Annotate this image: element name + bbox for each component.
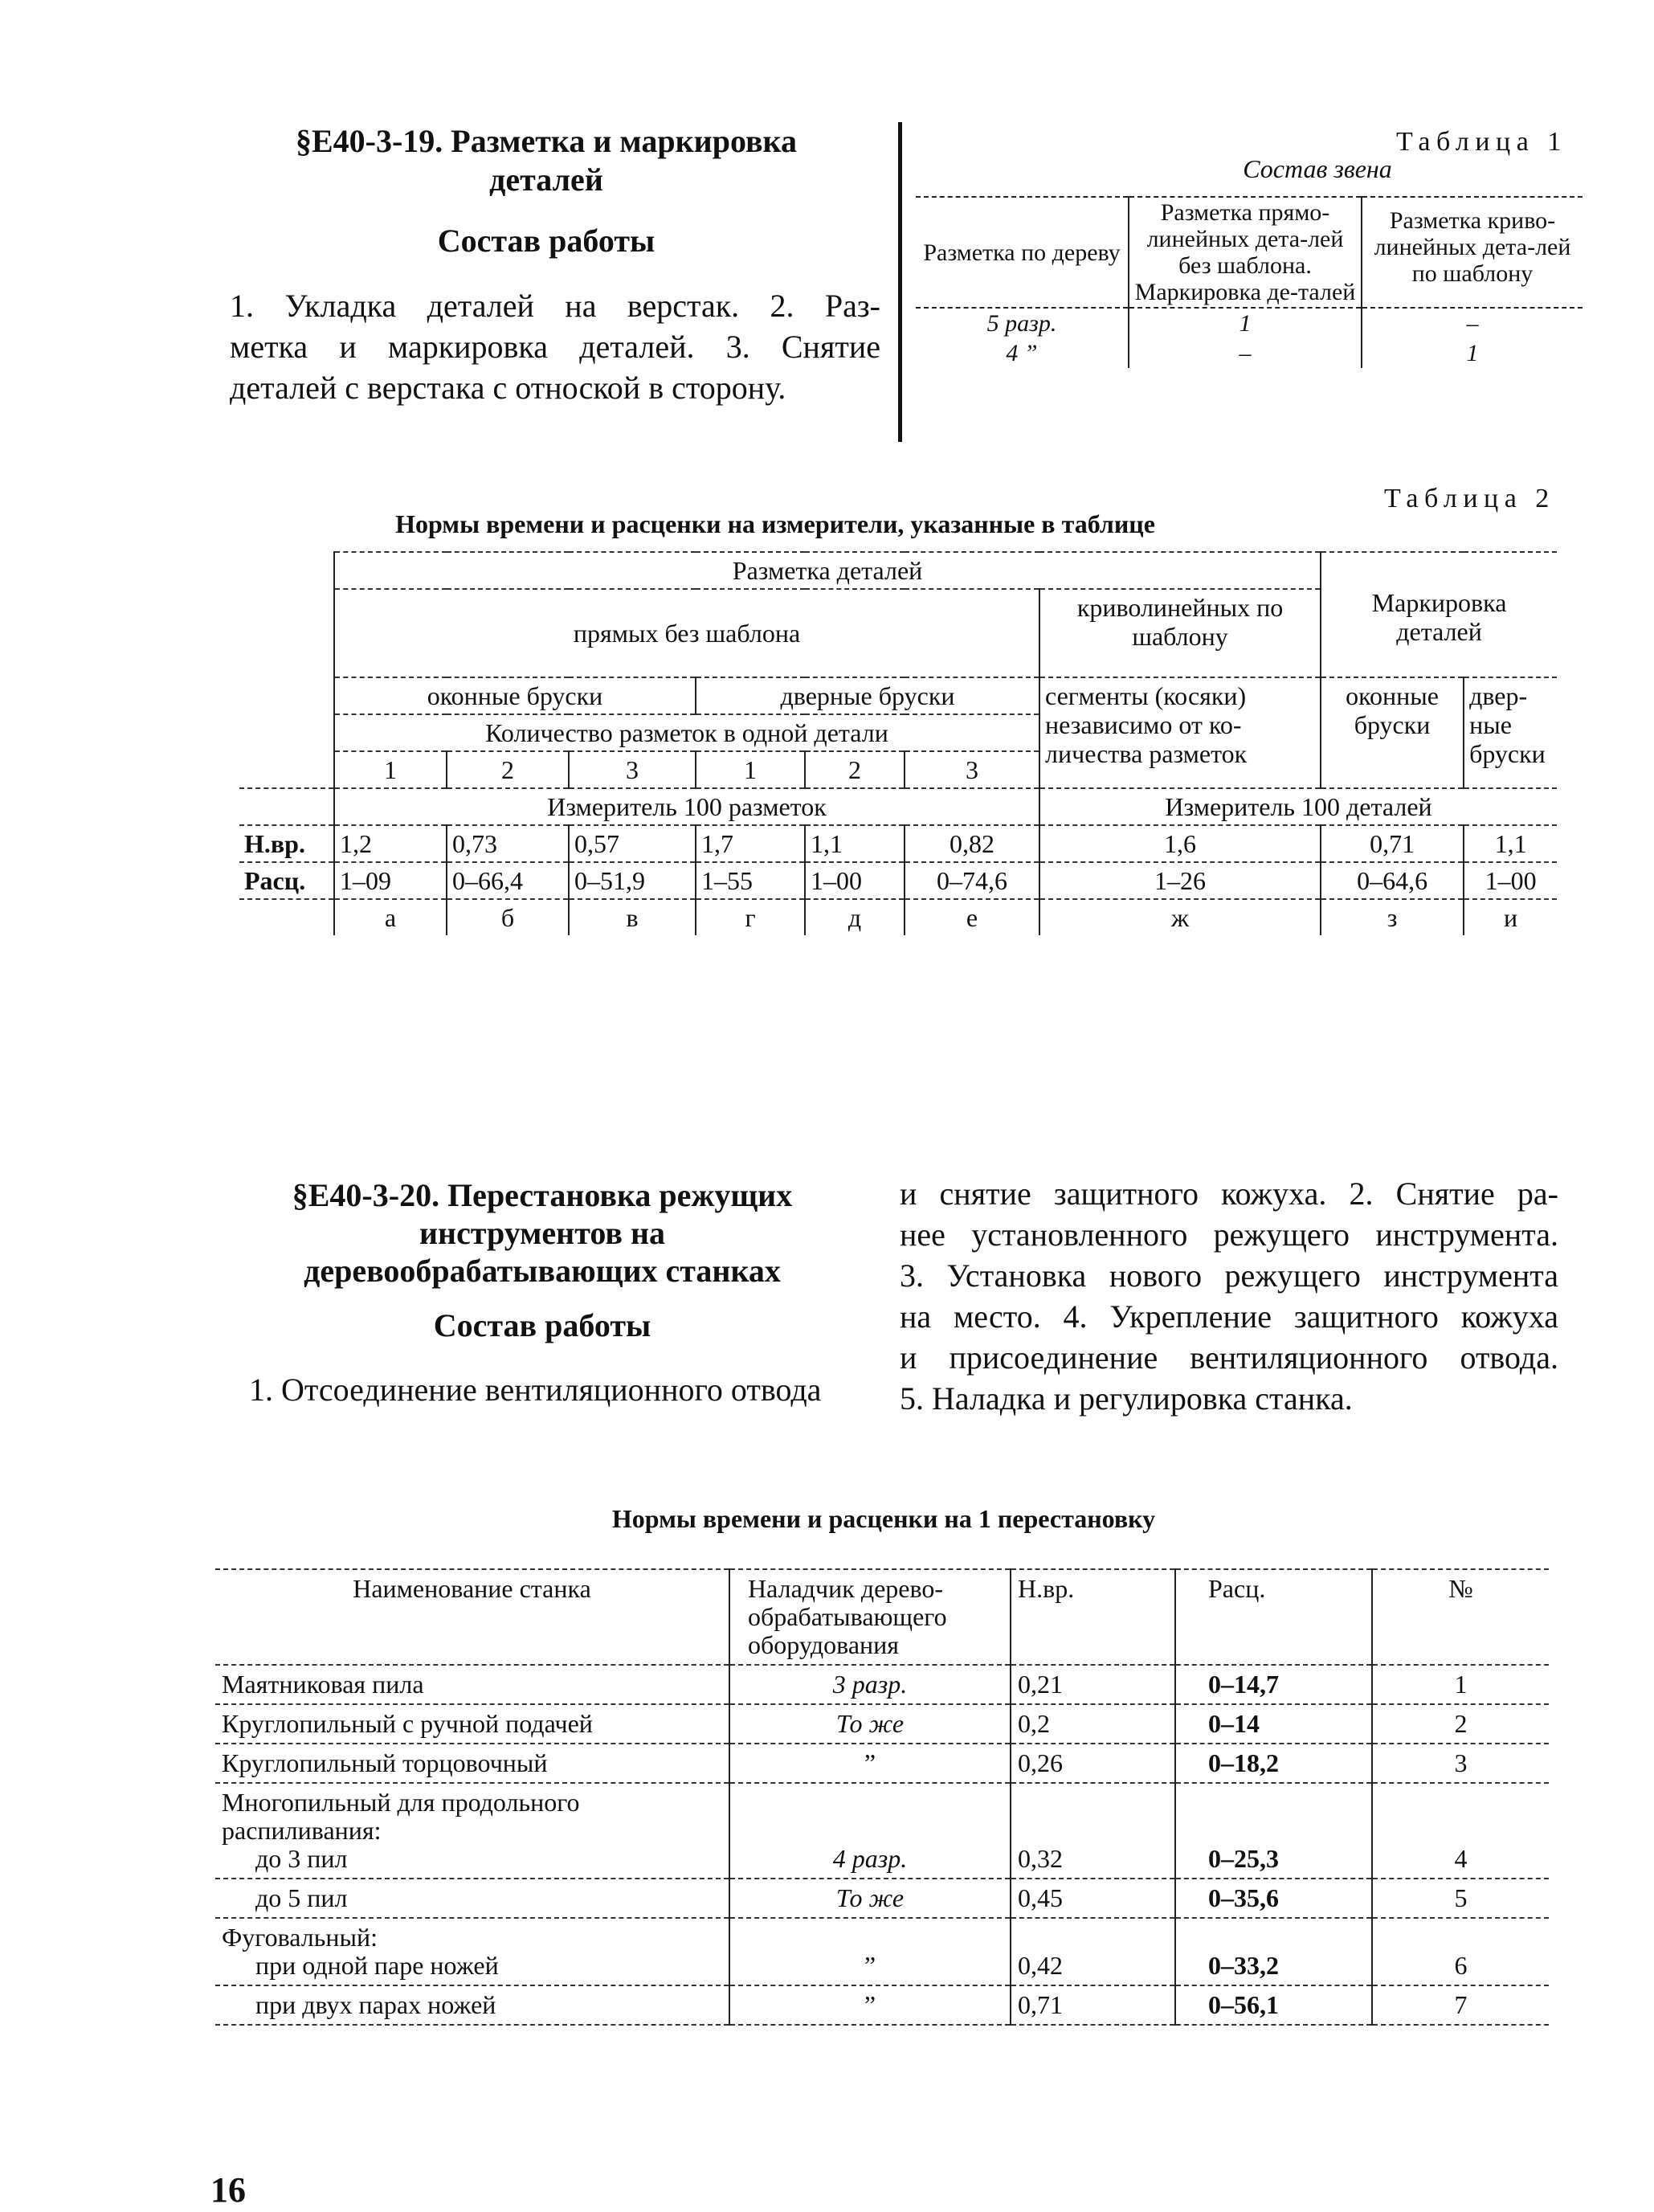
table2-header-count: Количество разметок в одной детали xyxy=(334,714,1039,751)
table3-rasc: 0–56,1 xyxy=(1175,1985,1372,2025)
section1-title-line2: деталей xyxy=(489,162,603,198)
table3-header: Н.вр. xyxy=(1011,1569,1175,1665)
table2-value: 0,71 xyxy=(1321,825,1464,862)
table2-count: 2 xyxy=(805,751,905,788)
table3-nvr: 0,71 xyxy=(1011,1985,1175,2025)
table3-num: 5 xyxy=(1372,1879,1549,1918)
table3-nvr: 0,32 xyxy=(1011,1783,1175,1879)
table2-header-curved: криволинейных по шаблону xyxy=(1039,589,1321,677)
section2-title-line3: деревообрабатывающих станках xyxy=(304,1253,781,1289)
table2-letter: д xyxy=(805,899,905,935)
section2-title-line1: §Е40-3-20. Перестановка режущих xyxy=(292,1177,793,1213)
table3-nvr: 0,2 xyxy=(1011,1704,1175,1744)
table3-worker: ” xyxy=(729,1918,1011,1985)
table2-letter: ж xyxy=(1039,899,1321,935)
table2-meter-markings: Измеритель 100 разметок xyxy=(334,788,1039,825)
table2-header-labeling-window: оконные бруски xyxy=(1321,677,1464,788)
table3-num: 3 xyxy=(1372,1744,1549,1783)
table3-row xyxy=(215,1665,1549,1704)
table3-header: № xyxy=(1372,1569,1549,1665)
table1-header: Разметка криво-линейных дета-лей по шаблону xyxy=(1362,197,1583,308)
table2-caption: Нормы времени и расценки на измерители, указанные в таблице xyxy=(395,509,1155,538)
table3-nvr: 0,26 xyxy=(1011,1744,1175,1783)
section2-composition-heading: Состав работы xyxy=(433,1307,651,1343)
table3-name: Круглопильный с ручной подачей xyxy=(215,1704,729,1744)
table2-value: 1–00 xyxy=(1464,862,1557,899)
table2-value: 1–55 xyxy=(696,862,805,899)
table1-row xyxy=(916,308,1583,338)
table1-caption: Состав звена xyxy=(1243,154,1392,183)
table3-num: 7 xyxy=(1372,1985,1549,2025)
table3-row xyxy=(215,1704,1549,1744)
table3-rasc: 0–14,7 xyxy=(1175,1665,1372,1704)
table3-row xyxy=(215,1918,1549,1985)
table2-value: 0–51,9 xyxy=(569,862,696,899)
section2-body-line: и снятие защитного кожуха. 2. Снятие ра- xyxy=(900,1176,1558,1212)
table2-value: 1,7 xyxy=(696,825,805,862)
table1-cell: – xyxy=(1129,338,1362,368)
table2-letter: в xyxy=(569,899,696,935)
table3-num: 4 xyxy=(1372,1783,1549,1879)
table3-subname: при одной паре ножей xyxy=(255,1951,499,1980)
table3-rasc: 0–25,3 xyxy=(1175,1783,1372,1879)
table1-row xyxy=(916,338,1583,368)
table2-row-label: Н.вр. xyxy=(239,825,334,862)
table2 xyxy=(239,551,1557,935)
table2-header-segments: сегменты (косяки) независимо от ко-личества разметок xyxy=(1039,677,1321,788)
table3-name: Круглопильный торцовочный xyxy=(215,1744,729,1783)
table1-cell: 5 разр. xyxy=(986,310,1057,337)
table3-name: Маятниковая пила xyxy=(215,1665,729,1704)
table2-value: 0–74,6 xyxy=(905,862,1039,899)
table2-value: 1,1 xyxy=(1464,825,1557,862)
table3-worker: То же xyxy=(729,1879,1011,1918)
table2-value: 1–00 xyxy=(805,862,905,899)
table2-header-window: оконные бруски xyxy=(334,677,696,714)
table2-header-labeling-door: двер-ные бруски xyxy=(1464,677,1557,788)
table2-value: 0,73 xyxy=(447,825,569,862)
table3-header: Наладчик дерево-обрабатывающего оборудования xyxy=(729,1569,1011,1665)
section2-body-line: и присоединение вентиляционного отвода. xyxy=(900,1339,1558,1376)
section1-body-line: метка и маркировка деталей. 3. Снятие xyxy=(230,329,880,365)
table3-num: 6 xyxy=(1372,1918,1549,1985)
table3-nvr: 0,42 xyxy=(1011,1918,1175,1985)
table2-letter: б xyxy=(447,899,569,935)
table2-row-nvr xyxy=(239,825,1557,862)
table2-header-door: дверные бруски xyxy=(696,677,1039,714)
table3-worker: То же xyxy=(729,1704,1011,1744)
table2-value: 1,2 xyxy=(334,825,447,862)
table2-letter: з xyxy=(1321,899,1464,935)
table2-label: Таблица 2 xyxy=(1384,484,1555,513)
table2-letter: г xyxy=(696,899,805,935)
column-divider xyxy=(898,122,902,442)
table1-header: Разметка прямо-линейных дета-лей без шаблона. Маркировка де-талей xyxy=(1129,197,1362,308)
table3-worker: ” xyxy=(729,1744,1011,1783)
table1-cell: 4 ” xyxy=(1006,340,1038,366)
table2-value: 0–64,6 xyxy=(1321,862,1464,899)
table2-letter: а xyxy=(334,899,447,935)
section2-title-line2: инструментов на xyxy=(419,1215,665,1251)
table3-header: Наименование станка xyxy=(215,1569,729,1665)
table3-num: 1 xyxy=(1372,1665,1549,1704)
table3 xyxy=(215,1568,1549,2026)
section1-body-line: деталей с верстака с отноской в сторону. xyxy=(230,370,786,406)
table1-cell: 1 xyxy=(1362,338,1583,368)
table2-value: 0,82 xyxy=(905,825,1039,862)
section2-body-line: 3. Установка нового режущего инструмента xyxy=(900,1257,1558,1294)
table1-cell: – xyxy=(1362,308,1583,338)
table2-header-marking: Разметка деталей xyxy=(334,552,1321,589)
table3-subname: до 3 пил xyxy=(255,1844,348,1873)
section1-title xyxy=(257,122,835,199)
table3-worker: 3 разр. xyxy=(729,1665,1011,1704)
table2-count: 3 xyxy=(905,751,1039,788)
section2-title xyxy=(241,1176,843,1290)
table3-nvr: 0,45 xyxy=(1011,1879,1175,1918)
table2-header-labeling: Маркировка деталей xyxy=(1321,552,1557,677)
table3-header: Расц. xyxy=(1175,1569,1372,1665)
section2-body xyxy=(900,1173,1558,1419)
table2-value: 0,57 xyxy=(569,825,696,862)
table3-nvr: 0,21 xyxy=(1011,1665,1175,1704)
table2-header-straight: прямых без шаблона xyxy=(334,589,1039,677)
table2-value: 1–26 xyxy=(1039,862,1321,899)
table2-value: 1,1 xyxy=(805,825,905,862)
table3-num: 2 xyxy=(1372,1704,1549,1744)
table3-name: до 5 пил xyxy=(215,1879,729,1918)
table3-name: при двух парах ножей xyxy=(215,1985,729,2025)
page-number: 16 xyxy=(210,2170,246,2210)
table3-name: Многопильный для продольного распиливания: xyxy=(222,1788,580,1845)
table3-rasc: 0–35,6 xyxy=(1175,1879,1372,1918)
table1 xyxy=(916,196,1583,368)
table2-row-label: Расц. xyxy=(239,862,334,899)
table2-row-letters xyxy=(239,899,1557,935)
table1-label: Таблица 1 xyxy=(1396,127,1567,157)
table3-caption: Нормы времени и расценки на 1 перестановку xyxy=(611,1504,1156,1533)
section2-step1: 1. Отсоединение вентиляционного отвода xyxy=(249,1372,822,1408)
table3-row xyxy=(215,1744,1549,1783)
table2-value: 1–09 xyxy=(334,862,447,899)
section2-body-line: 5. Наладка и регулировка станка. xyxy=(900,1380,1353,1417)
table3-worker: 4 разр. xyxy=(729,1783,1011,1879)
section1-body xyxy=(230,285,880,408)
table3-row xyxy=(215,1985,1549,2025)
table2-letter: е xyxy=(905,899,1039,935)
table3-row xyxy=(215,1879,1549,1918)
table2-meter-parts: Измеритель 100 деталей xyxy=(1039,788,1557,825)
table2-count: 3 xyxy=(569,751,696,788)
section1-composition-heading: Состав работы xyxy=(437,223,655,259)
table3-name: Фуговальный: xyxy=(222,1923,378,1952)
table1-cell: 1 xyxy=(1129,308,1362,338)
table2-count: 1 xyxy=(334,751,447,788)
table3-rasc: 0–14 xyxy=(1175,1704,1372,1744)
table3-rasc: 0–18,2 xyxy=(1175,1744,1372,1783)
table3-row xyxy=(215,1783,1549,1879)
table2-value: 0–66,4 xyxy=(447,862,569,899)
section1-title-line1: §Е40-3-19. Разметка и маркировка xyxy=(295,123,797,159)
table2-letter: и xyxy=(1464,899,1557,935)
table1-header: Разметка по дереву xyxy=(916,197,1129,308)
section1-body-line: 1. Укладка деталей на верстак. 2. Раз- xyxy=(230,288,880,324)
table2-value: 1,6 xyxy=(1039,825,1321,862)
table2-row-rasc xyxy=(239,862,1557,899)
table2-count: 2 xyxy=(447,751,569,788)
section2-body-line: на место. 4. Укрепление защитного кожуха xyxy=(900,1298,1558,1335)
table3-rasc: 0–33,2 xyxy=(1175,1918,1372,1985)
section2-body-line: нее установленного режущего инструмента. xyxy=(900,1216,1558,1253)
table2-count: 1 xyxy=(696,751,805,788)
table3-worker: ” xyxy=(729,1985,1011,2025)
